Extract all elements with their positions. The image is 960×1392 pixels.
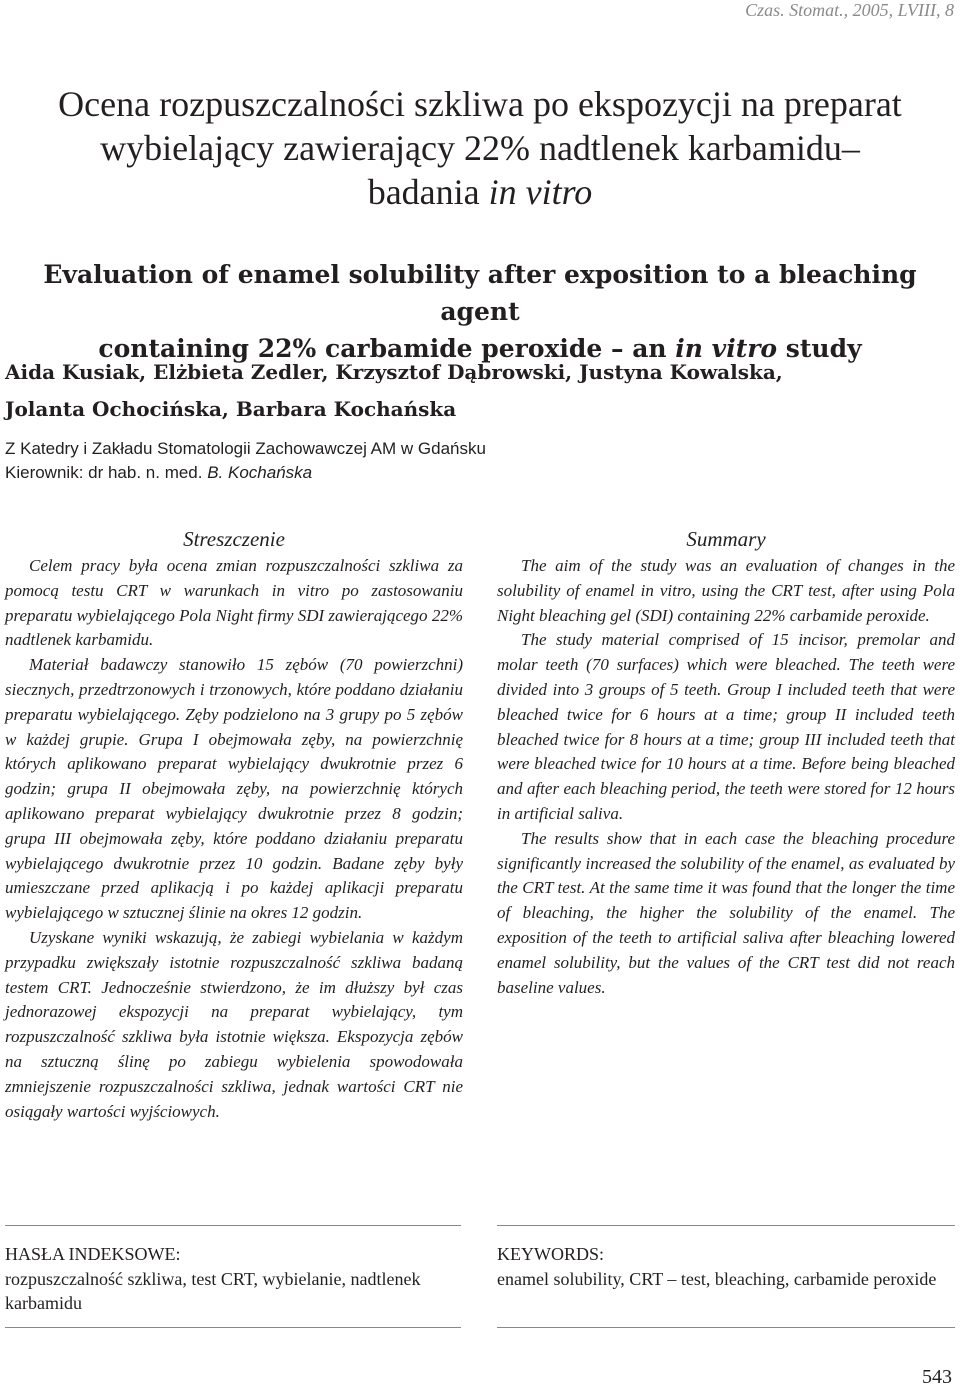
- journal-reference: Czas. Stomat., 2005, LVIII, 8: [745, 0, 954, 20]
- abstract-pl-paragraph-3: Uzyskane wyniki wskazują, że zabiegi wybielania w każdym przypadku zwiększały istotnie rozpuszczalność szkliwa badaną testem CRT. Jednocześnie stwierdzono, że im dłuższy był czas jednorazowej ekspozycji na preparat wybielający, tym rozpuszczalność szkliwa była istotnie większa. Ekspozycja zębów na sztuczną ślinę po zabiegu wybielenia spowodowała zmniejszenie rozpuszczalności szkliwa, jednak wartości CRT nie osiągały wartości wyjściowych.: [5, 927, 463, 1121]
- keywords-pl-text: rozpuszczalność szkliwa, test CRT, wybielanie, nadtlenek karbamidu: [5, 1268, 421, 1313]
- divider-left-top: [5, 1225, 461, 1226]
- abstract-pl-paragraph-1: Celem pracy była ocena zmian rozpuszczalności szkliwa za pomocą testu CRT w warunkach in vitro po zastosowaniu preparatu wybielającego Pola Night firmy SDI zawierającego 22% nadtlenek karbamidu.: [5, 556, 463, 650]
- affiliation-line2: [5, 461, 486, 485]
- title-pl-line3: [0, 170, 960, 214]
- abstract-en-paragraph-2: The study material comprised of 15 incisor, premolar and molar teeth (70 surfaces) which were bleached. The teeth were divided into 3 groups of 5 teeth. Group I included teeth that were bleached twice for 6 hours at a time; group II included teeth bleached twice for 8 hours at a time; group III included teeth that were bleached twice for 10 hours at a time. Before being bleached and after each bleaching period, the teeth were stored for 12 hours in artificial saliva.: [497, 630, 955, 823]
- abstract-polish: [5, 526, 463, 1124]
- divider-right-bottom: [497, 1327, 955, 1328]
- keywords-en-heading: KEYWORDS:: [497, 1244, 604, 1264]
- title-en-line1: Evaluation of enamel solubility after exposition to a bleaching agent: [43, 260, 917, 326]
- abstract-pl-paragraph-2: Materiał badawczy stanowiło 15 zębów (70 powierzchni) siecznych, przedtrzonowych i trzonowych, które poddano działaniu preparatu wybielającego. Zęby podzielono na 3 grupy po 5 zębów w każdej grupie. Grupa I obejmowała zęby, na powierzchnię których aplikowano preparat wybielający dwukrotnie przez 6 godzin; grupa II obejmowała zęby, na powierzchnię których aplikowano preparat wybielający dwukrotnie przez 8 godzin; grupa III obejmowała zęby, które poddano działaniu preparatu wybielającego dwukrotnie przez 10 godzin. Badane zęby były umieszczane przed aplikacją i po każdej aplikacji preparatu wybielającego w sztucznej ślinie na okres 12 godzin.: [5, 655, 463, 923]
- abstract-en-heading: Summary: [686, 527, 766, 551]
- authors-line1: Aida Kusiak, Elżbieta Zedler, Krzysztof Dąbrowski, Justyna Kowalska,: [5, 360, 783, 384]
- affiliation-head-label: Kierownik: dr hab. n. med.: [5, 463, 208, 482]
- title-polish: [0, 82, 960, 214]
- title-english: [0, 256, 960, 367]
- abstract-en-paragraph-3: The results show that in each case the bleaching procedure significantly increased the solubility of the enamel, as evaluated by the CRT test. At the same time it was found that the longer the time of bleaching, the higher the solubility of the enamel. The exposition of the teeth to artificial saliva after bleaching lowered enamel solubility, but the values of the CRT test did not reach baseline values.: [497, 828, 955, 997]
- title-pl-line1: Ocena rozpuszczalności szkliwa po ekspozycji na preparat: [58, 84, 902, 124]
- keywords-polish: [5, 1242, 463, 1316]
- title-pl-line2: wybielający zawierający 22% nadtlenek karbamidu–: [100, 128, 860, 168]
- title-pl-line3-text: badania: [367, 172, 489, 212]
- keywords-pl-heading: HASŁA INDEKSOWE:: [5, 1244, 181, 1264]
- page-number: 543: [922, 1366, 952, 1388]
- abstract-english: [497, 526, 955, 1000]
- affiliation-line1: Z Katedry i Zakładu Stomatologii Zachowawczej AM w Gdańsku: [5, 439, 486, 458]
- title-en-line2-italic: in vitro: [675, 334, 778, 363]
- divider-right-top: [497, 1225, 955, 1226]
- title-pl-line3-italic: in vitro: [488, 172, 593, 212]
- affiliation: [5, 437, 486, 485]
- keywords-en-text: enamel solubility, CRT – test, bleaching, carbamide peroxide: [497, 1268, 937, 1289]
- authors-line2: Jolanta Ochocińska, Barbara Kochańska: [5, 397, 457, 421]
- affiliation-head-name: B. Kochańska: [207, 463, 313, 482]
- title-en-line2-post: study: [777, 334, 862, 363]
- author-list: [5, 354, 955, 428]
- abstract-en-paragraph-1: The aim of the study was an evaluation of changes in the solubility of enamel in vitro, using the CRT test, after using Pola Night bleaching gel (SDI) containing 22% carbamide peroxide.: [497, 556, 955, 625]
- divider-left-bottom: [5, 1327, 461, 1328]
- abstract-pl-heading: Streszczenie: [183, 527, 285, 551]
- title-en-line2-pre: containing 22% carbamide peroxide – an: [98, 334, 676, 363]
- keywords-english: [497, 1242, 955, 1291]
